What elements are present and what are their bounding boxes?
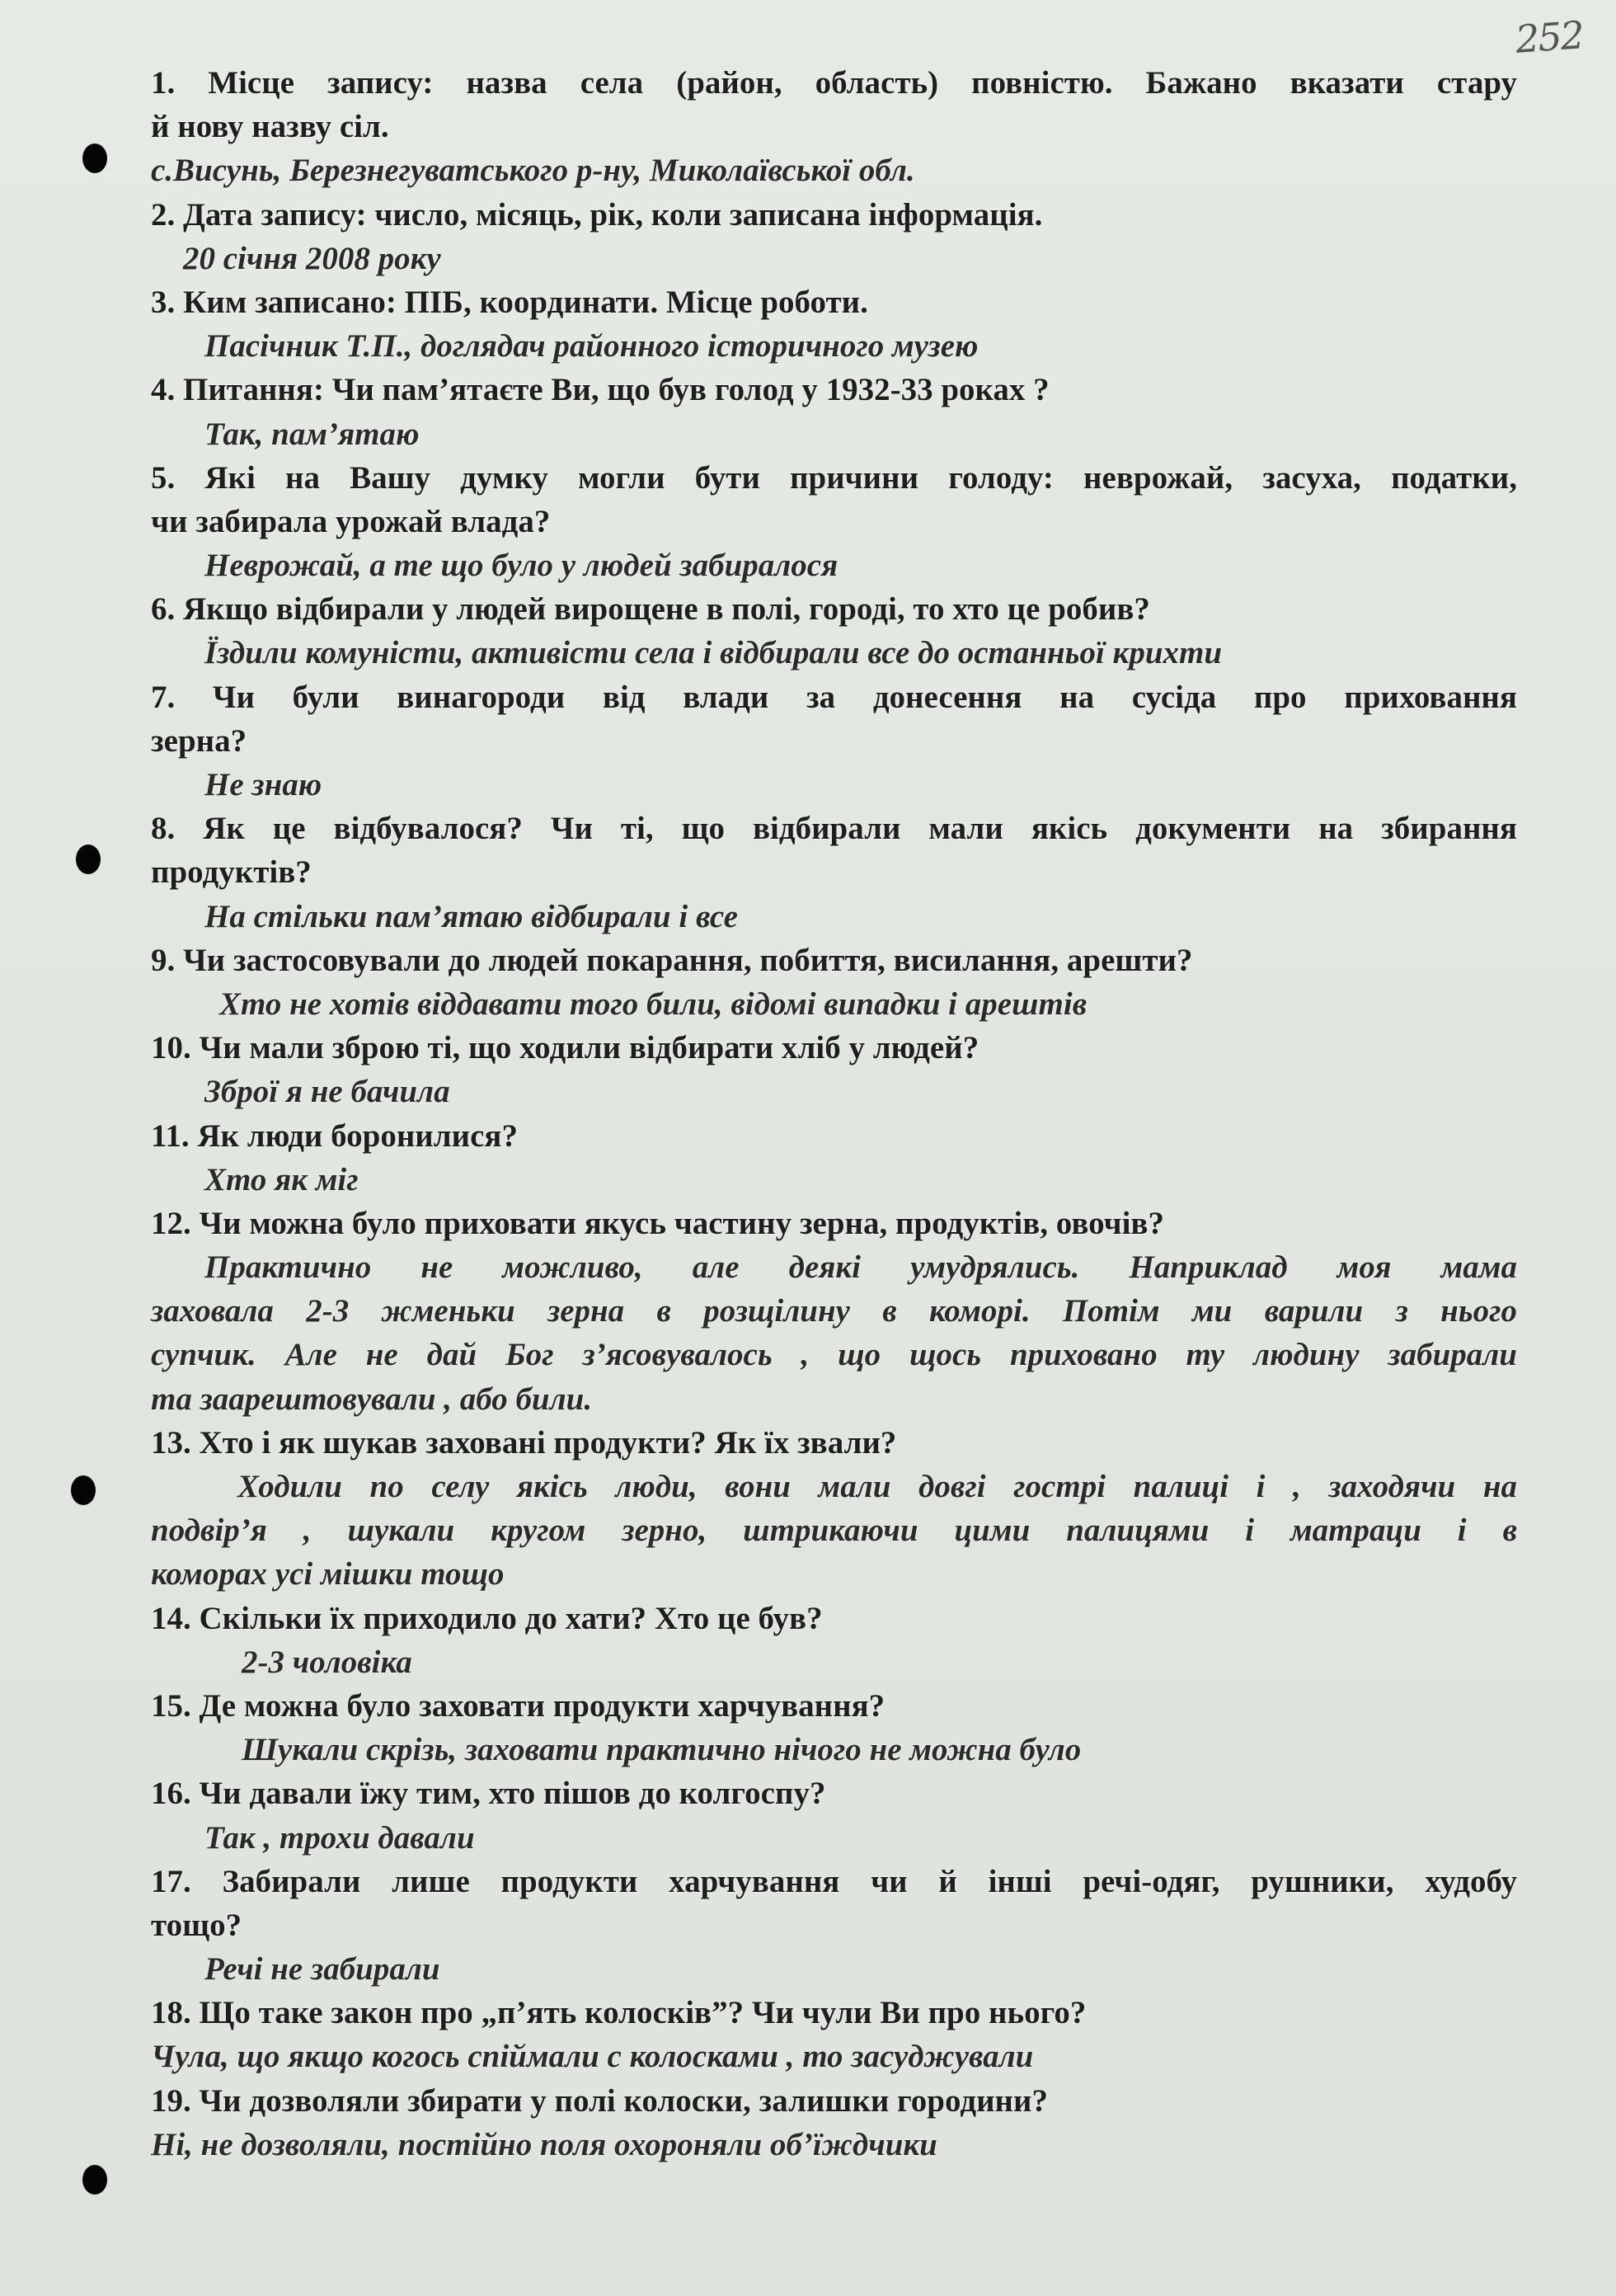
question-line: 6. Якщо відбирали у людей вирощене в полі, городі, то хто це робив? [151, 591, 1150, 628]
question-line: 4. Питання: Чи пам’ятаєте Ви, що був голод у 1932-33 роках ? [151, 372, 1050, 408]
answer-line: Пасічник Т.П., доглядач районного історичного музею [204, 328, 979, 365]
answer-line: подвір’я , шукали кругом зерно, штрикаючи цими палицями і матраци і в [151, 1513, 1517, 1549]
answer-line: коморах усі мішки тощо [151, 1556, 505, 1593]
answer-line: 20 січня 2008 року [183, 240, 441, 276]
answer-line: Шукали скрізь, заховати практично нічого не можна було [242, 1732, 1082, 1768]
answer-line: супчик. Але не дай Бог з’ясовувалось , що щось приховано ту людину забирали [151, 1337, 1517, 1373]
answer-line: Ходили по селу якісь люди, вони мали довгі гострі палиці і , заходячи на [237, 1469, 1517, 1504]
answer-line: На стільки пам’ятаю відбирали і все [204, 898, 738, 934]
answer-line: Хто як міг [204, 1161, 359, 1197]
question-line: 11. Як люди боронилися? [151, 1117, 519, 1154]
question-line: 9. Чи застосовували до людей покарання, побиття, висилання, арешти? [151, 942, 1193, 978]
question-line: 1. Місце запису: назва села (район, область) повністю. Бажано вказати стару [151, 65, 1517, 101]
question-line: й нову назву сіл. [151, 109, 389, 145]
handwritten-page-number: 252 [1514, 12, 1585, 62]
answer-line: Практично не можливо, але деякі умудрялись. Наприклад моя мама [204, 1249, 1517, 1286]
question-line: 13. Хто і як шукав заховані продукти? Як їх звали? [151, 1424, 897, 1461]
answer-line: Так , трохи давали [204, 1819, 475, 1856]
answer-line: Ні, не дозволяли, постійно поля охороняли об’їждчики [151, 2126, 937, 2162]
question-line: 5. Які на Вашу думку могли бути причини голоду: неврожай, засуха, податки, [151, 459, 1517, 496]
answer-line: 2-3 чоловіка [242, 1644, 412, 1680]
question-line: 7. Чи були винагороди від влади за донесення на сусіда про приховання [151, 679, 1517, 715]
question-line: 12. Чи можна було приховати якусь частину зерна, продуктів, овочів? [151, 1205, 1164, 1241]
question-line: 17. Забирали лише продукти харчування чи й інші речі-одяг, рушники, худобу [151, 1863, 1517, 1899]
answer-line: Не знаю [204, 767, 322, 802]
answer-line: Їздили комуністи, активісти села і відбирали все до останньої крихти [204, 635, 1223, 671]
question-line: 8. Як це відбувалося? Чи ті, що відбирали мали якісь документи на збирання [151, 811, 1517, 847]
answer-line: с.Висунь, Березнегуватського р-ну, Миколаївської обл. [151, 153, 915, 189]
answer-line: Хто не хотів віддавати того били, відомі випадки і арештів [219, 986, 1088, 1022]
questionnaire-text [0, 61, 1616, 2167]
answer-line: та заарештовували , або били. [151, 1381, 593, 1417]
question-line: 18. Що таке закон про „п’ять колосків”? Чи чули Ви про нього? [151, 1995, 1087, 2031]
question-line: чи забирала урожай влада? [151, 503, 551, 539]
answer-line: заховала 2-3 жменьки зерна в розщілину в коморі. Потім ми варили з нього [151, 1293, 1517, 1329]
question-line: 15. Де можна було заховати продукти харчування? [151, 1687, 886, 1724]
question-line: 10. Чи мали зброю ті, що ходили відбирати хліб у людей? [151, 1030, 979, 1066]
punch-hole [82, 2165, 107, 2195]
question-line: 16. Чи давали їжу тим, хто пішов до колгоспу? [151, 1776, 826, 1812]
answer-line: Речі не забирали [204, 1951, 440, 1988]
answer-line: Так, пам’ятаю [204, 416, 420, 452]
answer-line: Зброї я не бачила [204, 1074, 450, 1110]
question-line: тощо? [151, 1907, 242, 1943]
question-line: 19. Чи дозволяли збирати у полі колоски, залишки городини? [151, 2082, 1048, 2119]
question-line: 14. Скільки їх приходило до хати? Хто це був? [151, 1600, 823, 1636]
question-line: зерна? [151, 722, 247, 759]
question-line: 3. Ким записано: ПІБ, координати. Місце роботи. [151, 284, 868, 320]
answer-line: Чула, що якщо когось спіймали с колосками , то засуджували [151, 2039, 1034, 2075]
answer-line: Неврожай, а те що було у людей забиралося [204, 548, 839, 584]
question-line: продуктів? [151, 854, 312, 891]
question-line: 2. Дата запису: число, місяць, рік, коли записана інформація. [151, 196, 1043, 233]
